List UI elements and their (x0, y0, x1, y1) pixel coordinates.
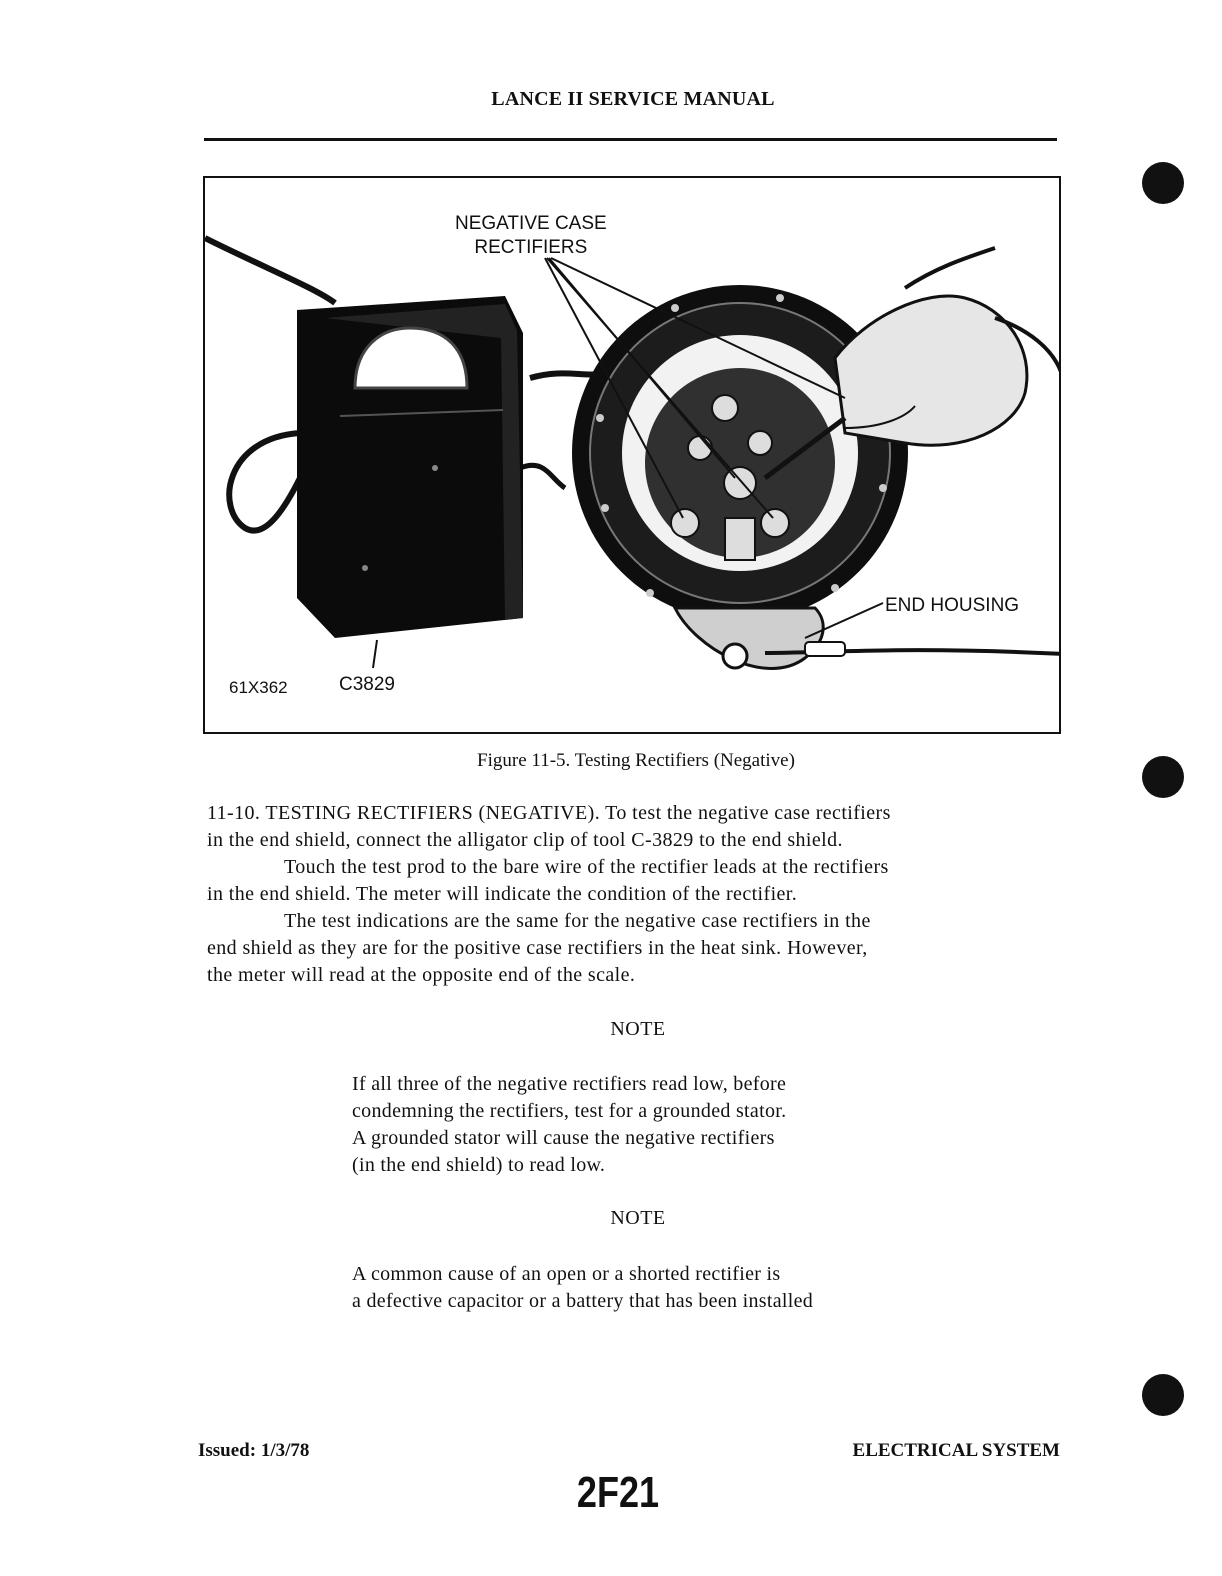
figure-caption: Figure 11-5. Testing Rectifiers (Negative) (477, 750, 795, 771)
punch-hole-top (1142, 162, 1184, 204)
note-2-line1: A common cause of an open or a shorted rectifier is (352, 1263, 781, 1285)
note-1-line4: (in the end shield) to read low. (352, 1154, 606, 1176)
note-2-body (352, 1261, 927, 1315)
punch-hole-middle (1142, 756, 1184, 798)
punch-hole-bottom (1142, 1374, 1184, 1416)
para2-line1: Touch the test prod to the bare wire of the rectifier leads at the rectifiers (284, 856, 889, 878)
note-1-heading: NOTE (610, 1018, 666, 1040)
para3-line1: The test indications are the same for the negative case rectifiers in the (284, 910, 871, 932)
tool-code: C3829 (339, 674, 395, 695)
figure-frame (203, 176, 1061, 734)
meter-cable-loop-right (520, 465, 565, 488)
para2-line2: in the end shield. The meter will indicate the condition of the rectifier. (207, 883, 798, 905)
page-header-title: LANCE II SERVICE MANUAL (491, 88, 775, 110)
note-1-line2: condemning the rectifiers, test for a grounded stator. (352, 1100, 787, 1122)
callout-negative-case-line1: NEGATIVE CASE (455, 213, 607, 234)
note-2-line2: a defective capacitor or a battery that has been installed (352, 1290, 814, 1312)
fiche-number: 2F21 (576, 1468, 660, 1517)
note-2-heading: NOTE (610, 1207, 666, 1229)
para3-line3: the meter will read at the opposite end of the scale. (207, 964, 636, 986)
meter-cable-top (205, 238, 335, 303)
header-rule (204, 138, 1057, 141)
figure-photo (205, 178, 1061, 734)
callout-negative-case-line2: RECTIFIERS (474, 237, 588, 258)
note-1-line1: If all three of the negative rectifiers read low, before (352, 1073, 787, 1095)
note-1-body (352, 1071, 927, 1179)
para3-line2: end shield as they are for the positive case rectifiers in the heat sink. However, (207, 937, 868, 959)
meter-cable-loop (229, 433, 300, 531)
footer-issued-date: Issued: 1/3/78 (198, 1440, 310, 1461)
para1-line2: in the end shield, connect the alligator clip of tool C-3829 to the end shield. (207, 829, 843, 851)
footer-section-name: ELECTRICAL SYSTEM (852, 1440, 1060, 1461)
note-1-line3: A grounded stator will cause the negative rectifiers (352, 1127, 775, 1149)
callout-negative-case-rectifiers (455, 212, 607, 260)
tool-code-leader (373, 640, 377, 668)
test-meter (297, 296, 523, 638)
callout-end-housing: END HOUSING (885, 595, 1020, 616)
photo-code: 61X362 (229, 678, 288, 697)
section-11-10 (207, 800, 1069, 989)
para1-line1: 11-10. TESTING RECTIFIERS (NEGATIVE). To test the negative case rectifiers (207, 802, 891, 824)
